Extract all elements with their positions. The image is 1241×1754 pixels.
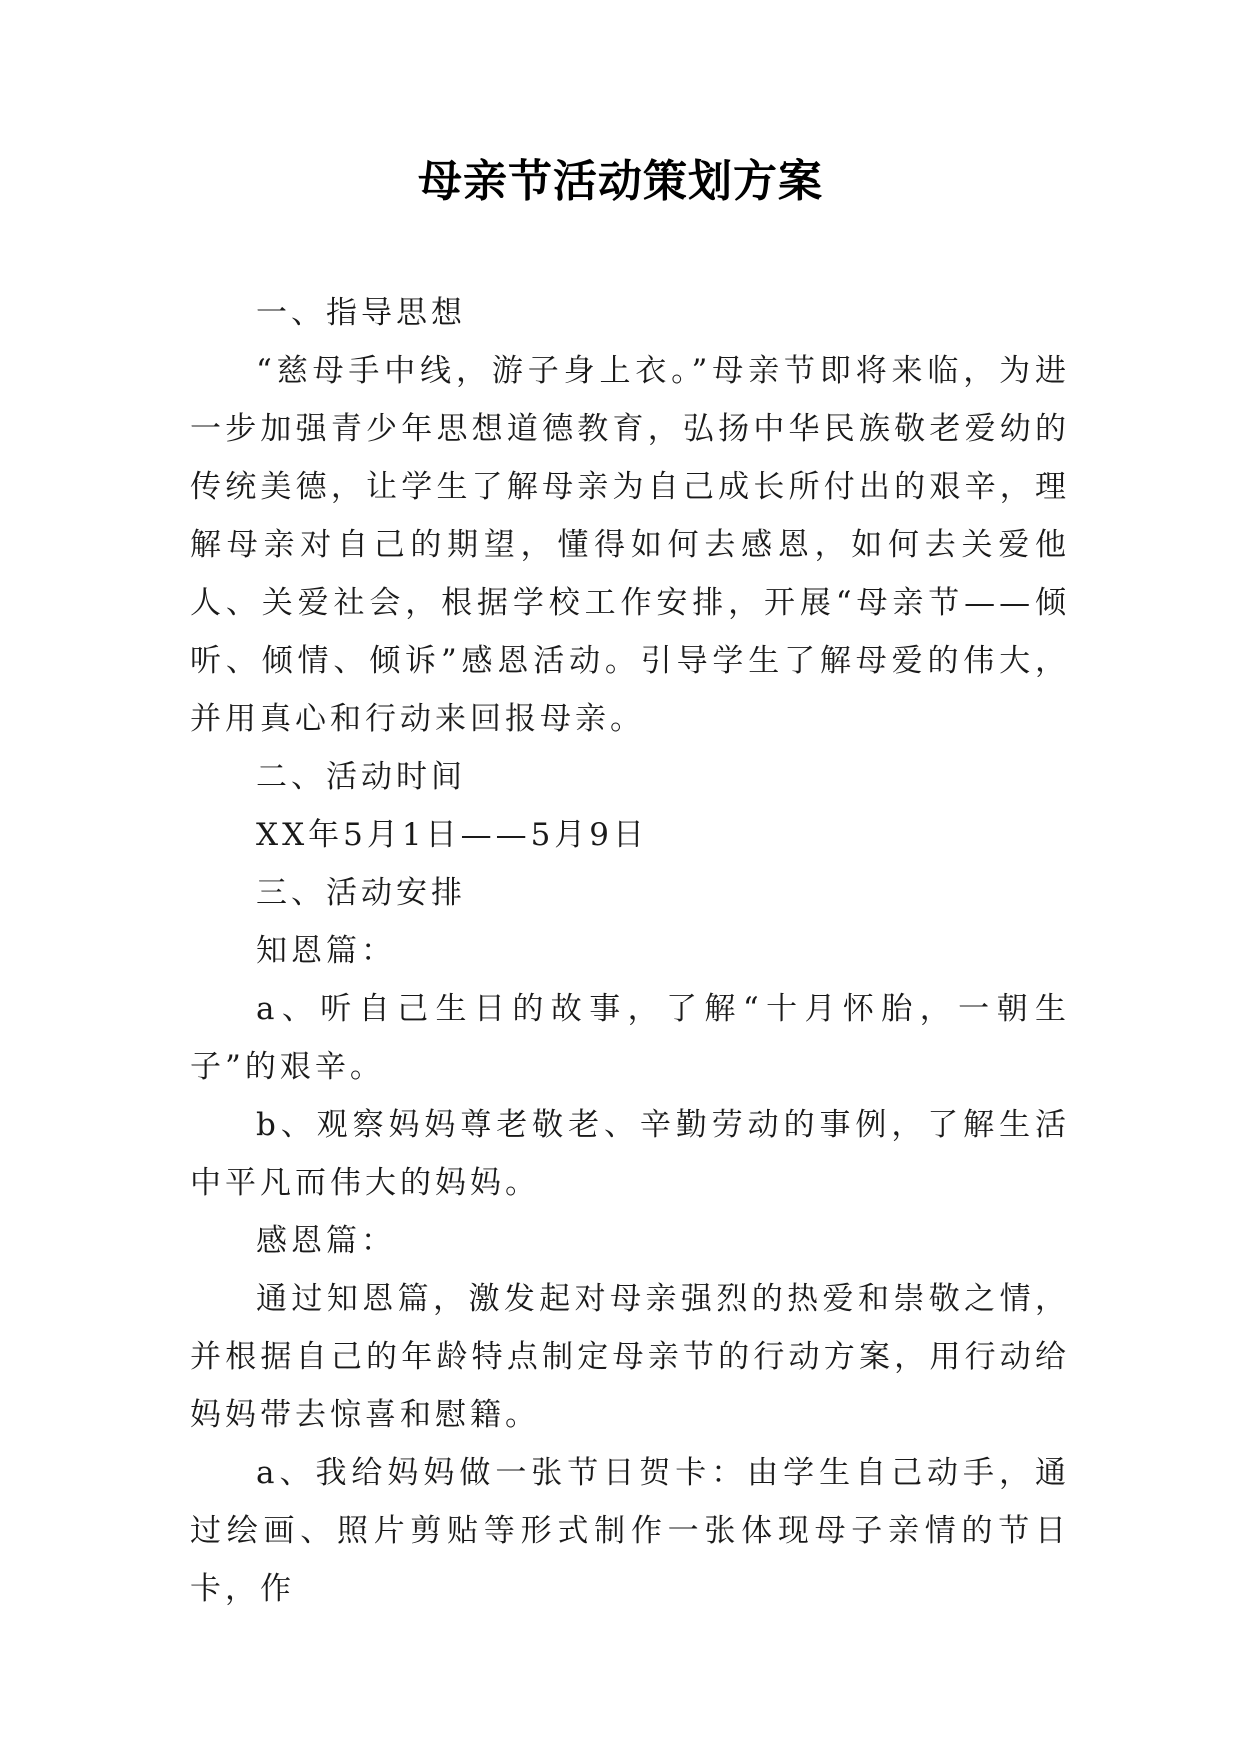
paragraph-thanksgiving-intro: 通过知恩篇，激发起对母亲强烈的热爱和崇敬之情，并根据自己的年龄特点制定母亲节的行动方案，用行动给妈妈带去惊喜和慰籍。 [190, 1281, 1070, 1433]
subheading-knowing-gratitude: 知恩篇： [256, 933, 396, 969]
list-item-b-observe-mother: b、观察妈妈尊老敬老、辛勤劳动的事例，了解生活中平凡而伟大的妈妈。 [190, 1107, 1070, 1201]
subheading-thanksgiving: 感恩篇： [256, 1223, 396, 1259]
section-heading-activity-arrangement: 三、活动安排 [256, 875, 466, 911]
document-title: 母亲节活动策划方案 [418, 156, 823, 207]
section-heading-guiding-ideology: 一、指导思想 [256, 295, 466, 331]
list-item-a-greeting-card: a、我给妈妈做一张节日贺卡：由学生自己动手，通过绘画、照片剪贴等形式制作一张体现母子亲情的节日卡，作 [190, 1455, 1070, 1607]
list-item-a-birthday-story: a、听自己生日的故事，了解“十月怀胎，一朝生子”的艰辛。 [190, 991, 1070, 1085]
paragraph-activity-dates: XX年5月1日——5月9日 [256, 817, 649, 853]
paragraph-guiding-ideology: “慈母手中线，游子身上衣。”母亲节即将来临，为进一步加强青少年思想道德教育，弘扬中华民族敬老爱幼的传统美德，让学生了解母亲为自己成长所付出的艰辛，理解母亲对自己的期望，懂得如何去感恩，如何去关爱他人、关爱社会，根据学校工作安排，开展“母亲节——倾听、倾情、倾诉”感恩活动。引导学生了解母爱的伟大，并用真心和行动来回报母亲。 [190, 353, 1070, 737]
section-heading-activity-time: 二、活动时间 [256, 759, 466, 795]
document-body [190, 284, 1070, 1618]
